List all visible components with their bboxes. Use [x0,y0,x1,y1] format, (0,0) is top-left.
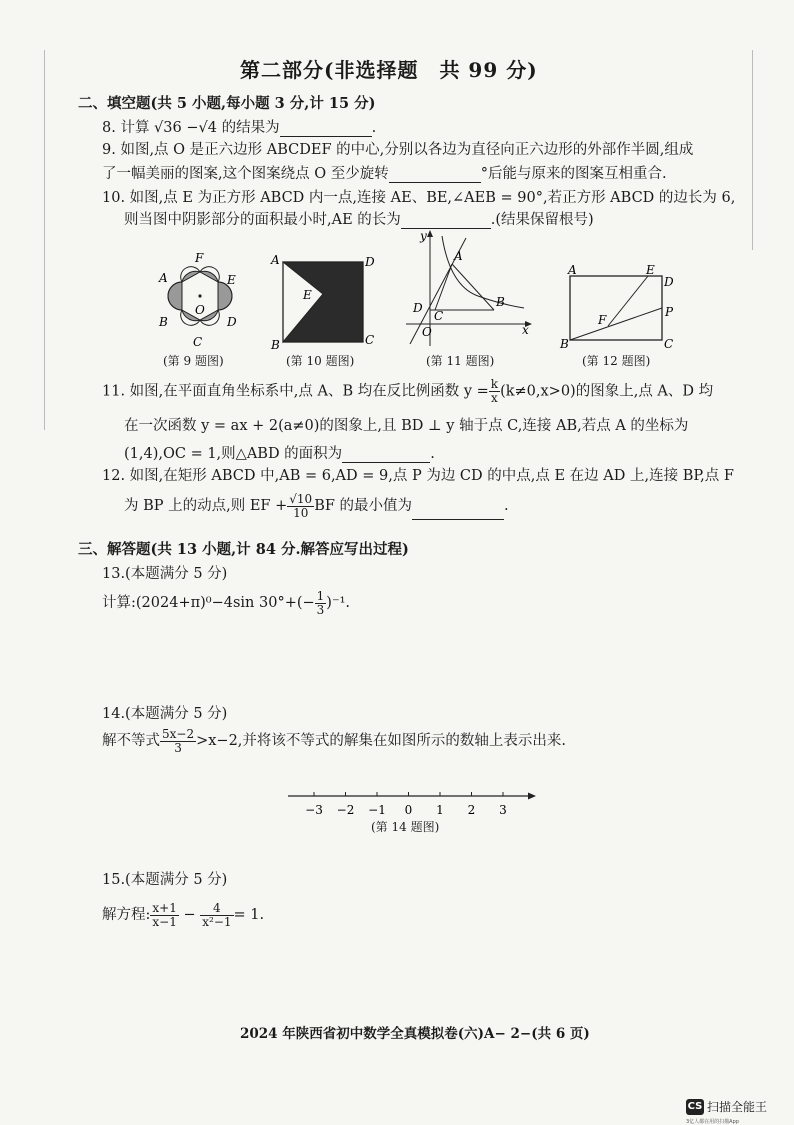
number-line-tick-label: 0 [404,803,413,817]
fig12-label-e: E [646,263,655,277]
fig11-label-d: D [413,301,423,315]
fig11-label-b: B [496,295,505,309]
question-11-line3: (1,4),OC = 1,则△ABD 的面积为 . [124,446,435,462]
fig14-caption: (第 14 题图) [371,820,440,834]
fig11-label-c: C [434,309,444,323]
fig12-label-c: C [664,337,674,350]
fig9-label-c: C [193,335,203,348]
fig10-label-a: A [271,253,280,267]
fig12-label-b: B [560,337,569,350]
fig11-label-o: O [422,325,432,339]
fig9-label-f: F [195,252,204,265]
page-edge-right [752,50,753,250]
question-13-title: 13.(本题满分 5 分) [102,566,228,582]
question-15-title: 15.(本题满分 5 分) [102,872,228,888]
figure-12 [558,262,678,350]
fig11-caption: (第 11 题图) [426,354,495,368]
fig11-label-x: x [522,323,529,337]
page-footer: 2024 年陕西省初中数学全真模拟卷(六)A− 2−(共 6 页) [240,1026,590,1042]
fig12-label-p: P [665,305,674,319]
fig9-label-e: E [227,273,236,287]
fig11-label-y: y [420,229,427,243]
number-line-tick-label: 2 [467,803,476,817]
figure-10 [265,252,380,352]
figure-9 [155,252,245,348]
question-11-line1: 11. 如图,在平面直角坐标系中,点 A、B 均在反比例函数 y = $\frac{k}{x}$ (k≠0,x>0)的图象上,点 A、D 均 [102,377,714,405]
scanner-logo-icon: CS [686,1099,704,1115]
question-15-body: 解方程: $\frac{x+1}{x-1}$ − $\frac{4}{\text{x²−1}}$ = 1. [102,900,265,929]
question-10-line2: 则当图中阴影部分的面积最小时,AE 的长为 .(结果保留根号) [124,212,594,228]
fig9-label-b: B [159,315,168,329]
number-line-tick-label: −3 [305,803,323,817]
fig11-label-a: A [454,249,463,263]
fig10-label-d: D [365,255,375,269]
fig12-label-d: D [664,275,674,289]
fig12-label-f: F [598,313,607,327]
fig12-label-a: A [568,263,577,277]
fig10-label-c: C [365,333,375,347]
fig10-label-e: E [303,288,312,302]
number-line-tick-label: −2 [336,803,355,817]
scanner-watermark [686,1096,767,1115]
question-12-line2: 为 BP 上的动点,则 EF + $\frac{√10}{10}$ BF 的最小值为 . [124,491,509,520]
fig9-caption: (第 9 题图) [163,354,224,368]
question-12-line1: 12. 如图,在矩形 ABCD 中,AB = 6,AD = 9,点 P 为边 CD 的中点,点 E 在边 AD 上,连接 BP,点 F [102,468,734,484]
scanner-app-name: 扫描全能王 [707,1100,768,1114]
question-8: 8. 计算 √36 −√4 的结果为 . [102,120,377,136]
number-line [284,786,540,820]
fig10-caption: (第 10 题图) [286,354,355,368]
fig12-caption: (第 12 题图) [582,354,651,368]
number-line-tick-label: −1 [368,803,386,817]
fig10-label-b: B [271,338,280,352]
figure-11 [400,226,535,352]
section2-heading: 二、填空题(共 5 小题,每小题 3 分,计 15 分) [78,95,376,112]
section3-heading: 三、解答题(共 13 小题,计 84 分.解答应写出过程) [78,541,409,558]
question-9-line2: 了一幅美丽的图案,这个图案绕点 O 至少旋转 °后能与原来的图案互相重合. [102,166,667,182]
number-line-tick-label: 1 [436,803,444,817]
question-9-line1: 9. 如图,点 O 是正六边形 ABCDEF 的中心,分别以各边为直径向正六边形的外部作半圆,组成 [102,142,694,158]
question-13-body: 计算:(2024+π)⁰−4sin 30°+(− $\frac{1}{3}$ )⁻¹. [102,588,351,617]
question-14-body: 解不等式 $\frac{5x-2}{3}$ >x−2,并将该不等式的解集在如图所示的数轴上表示出来. [102,726,567,755]
number-line-tick-label: 3 [499,803,507,817]
page-edge-left [44,50,45,430]
fig9-label-d: D [227,315,237,329]
scanner-tagline: 3亿人都在用的扫描App [686,1119,739,1125]
part-title: 第二部分(非选择题 共 99 分) [240,58,538,82]
question-10-line1: 10. 如图,点 E 为正方形 ABCD 内一点,连接 AE、BE,∠AEB = 90°,若正方形 ABCD 的边长为 6, [102,190,736,206]
fig9-label-a: A [159,271,168,285]
fig9-label-o: O [195,303,205,317]
question-14-title: 14.(本题满分 5 分) [102,706,228,722]
question-11-line2: 在一次函数 y = ax + 2(a≠0)的图象上,且 BD ⊥ y 轴于点 C,连接 AB,若点 A 的坐标为 [124,418,689,434]
